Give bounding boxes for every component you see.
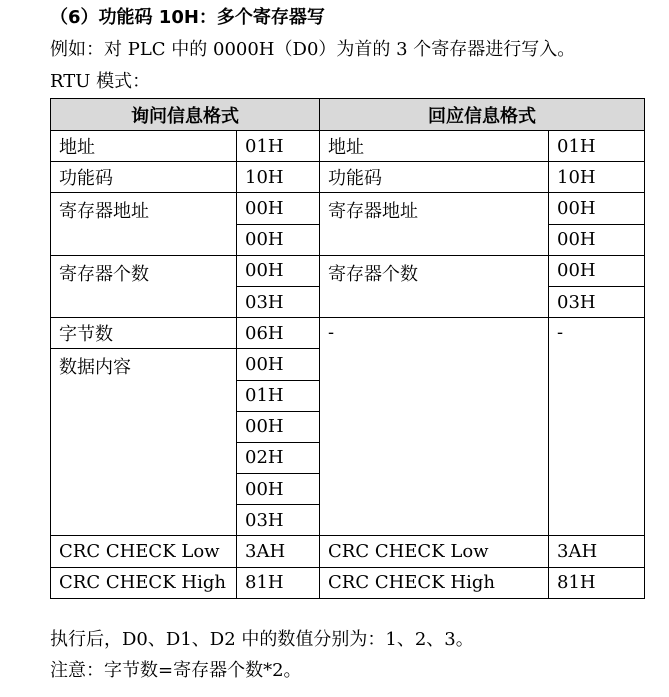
section-heading: （6）功能码 10H：多个寄存器写: [50, 7, 325, 28]
query-data-value: 03H: [237, 505, 320, 536]
table-row: [51, 318, 645, 349]
table-header-row: [51, 99, 645, 131]
query-format-header: 询问信息格式: [51, 99, 320, 131]
query-crc-low-label: CRC CHECK Low: [51, 536, 237, 567]
query-data-value: 02H: [237, 442, 320, 473]
result-text: 执行后，D0、D1、D2 中的数值分别为：1、2、3。: [50, 629, 474, 650]
note-text: 注意：字节数=寄存器个数*2。: [50, 660, 302, 681]
response-address-value: 01H: [549, 131, 645, 162]
intro-text: 例如：对 PLC 中的 0000H（D0）为首的 3 个寄存器进行写入。: [50, 39, 576, 60]
mode-label: RTU 模式：: [50, 71, 151, 92]
query-data-value: 01H: [237, 380, 320, 411]
query-register-count-label: 寄存器个数: [51, 255, 237, 317]
query-crc-high-label: CRC CHECK High: [51, 567, 237, 598]
query-register-address-label: 寄存器地址: [51, 193, 237, 255]
query-address-label: 地址: [51, 131, 237, 162]
query-register-address-high: 00H: [237, 193, 320, 224]
response-function-value: 10H: [549, 162, 645, 193]
query-address-value: 01H: [237, 131, 320, 162]
response-format-header: 回应信息格式: [320, 99, 645, 131]
response-empty-value: -: [549, 318, 645, 536]
response-crc-low-label: CRC CHECK Low: [320, 536, 549, 567]
response-empty-label: -: [320, 318, 549, 536]
query-data-value: 00H: [237, 349, 320, 380]
response-crc-high-value: 81H: [549, 567, 645, 598]
table-row: [51, 567, 645, 598]
response-register-address-label: 寄存器地址: [320, 193, 549, 255]
query-register-address-low: 00H: [237, 224, 320, 255]
function-code-10h-table: [50, 98, 645, 599]
query-function-value: 10H: [237, 162, 320, 193]
response-crc-high-label: CRC CHECK High: [320, 567, 549, 598]
query-crc-high-value: 81H: [237, 567, 320, 598]
query-data-label: 数据内容: [51, 349, 237, 536]
response-function-label: 功能码: [320, 162, 549, 193]
query-register-count-low: 03H: [237, 286, 320, 317]
query-function-label: 功能码: [51, 162, 237, 193]
table-row: [51, 193, 645, 224]
query-data-value: 00H: [237, 411, 320, 442]
table-row: [51, 536, 645, 567]
query-register-count-high: 00H: [237, 255, 320, 286]
query-crc-low-value: 3AH: [237, 536, 320, 567]
table-row: [51, 162, 645, 193]
query-byte-count-value: 06H: [237, 318, 320, 349]
response-crc-low-value: 3AH: [549, 536, 645, 567]
response-register-count-high: 00H: [549, 255, 645, 286]
query-data-value: 00H: [237, 474, 320, 505]
response-register-address-high: 00H: [549, 193, 645, 224]
table-row: [51, 131, 645, 162]
response-register-count-label: 寄存器个数: [320, 255, 549, 317]
response-register-address-low: 00H: [549, 224, 645, 255]
query-byte-count-label: 字节数: [51, 318, 237, 349]
table-row: [51, 255, 645, 286]
response-address-label: 地址: [320, 131, 549, 162]
response-register-count-low: 03H: [549, 286, 645, 317]
